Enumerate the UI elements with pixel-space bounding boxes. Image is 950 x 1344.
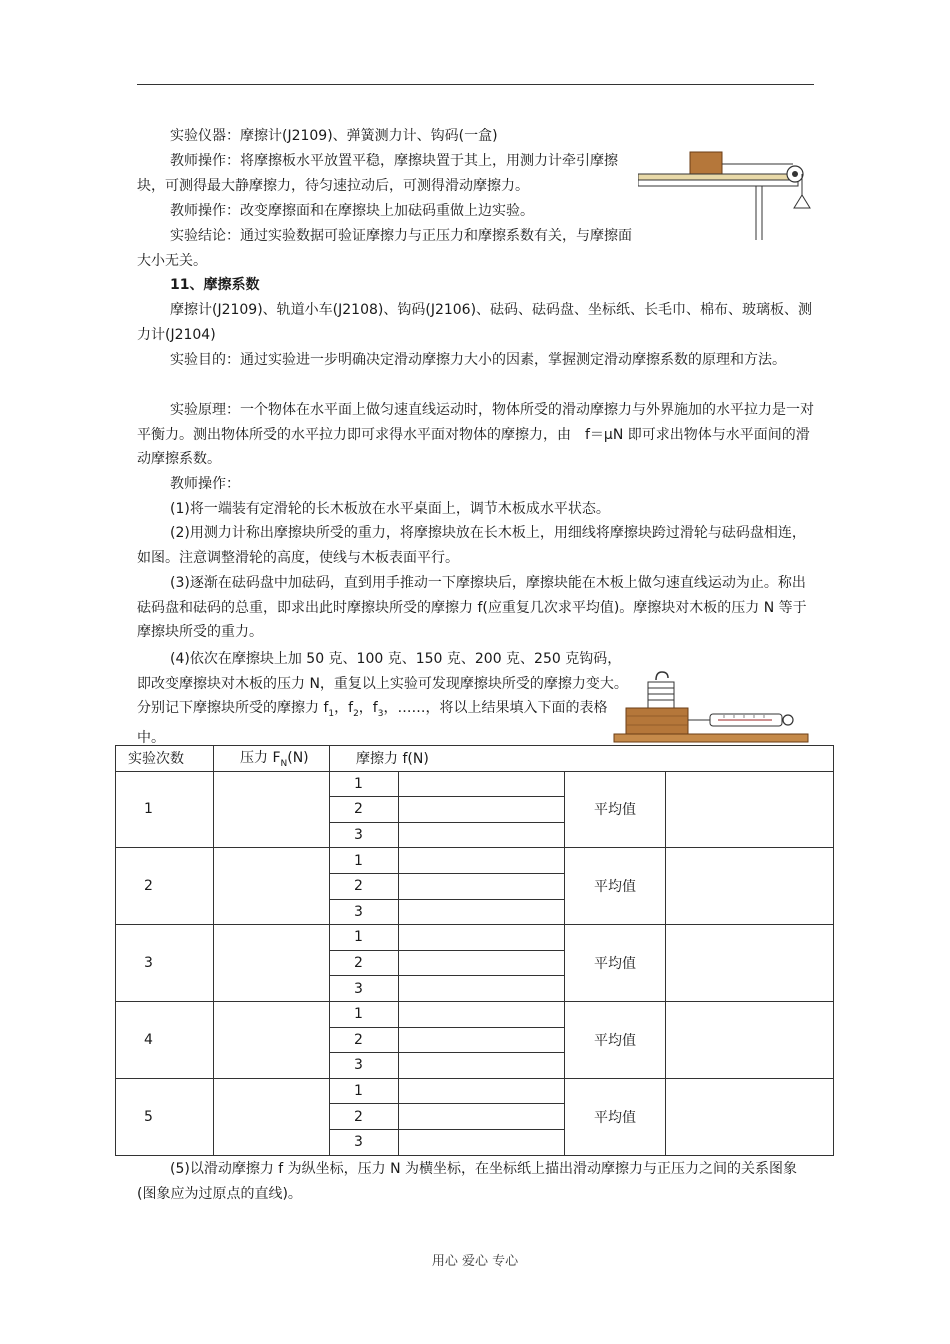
spring-scale-figure (612, 668, 810, 744)
average-value-cell (666, 1001, 834, 1078)
sub-trial-cell: 2 (330, 1027, 399, 1053)
sub-trial-cell: 3 (330, 1053, 399, 1079)
trial-number-cell: 1 (116, 771, 214, 848)
results-table (115, 745, 834, 1156)
weight-pan (794, 195, 810, 208)
scale-ring (783, 715, 793, 725)
header-pressure: 压力 $F_N(N)$ (214, 746, 330, 772)
sub-trial-cell: 3 (330, 976, 399, 1002)
trial-number-cell: 2 (116, 848, 214, 925)
sub-trial-cell: 3 (330, 1129, 399, 1155)
paragraph-step-5: (5)以滑动摩擦力 f 为纵坐标，压力 N 为横坐标，在坐标纸上描出滑动摩擦力与正压力之间的关系图象(图象应为过原点的直线)。 (137, 1161, 798, 1202)
average-label-cell: 平均值 (565, 848, 666, 925)
header-friction: 摩擦力 f(N) (330, 746, 834, 772)
sub-trial-cell: 2 (330, 950, 399, 976)
average-label-cell: 平均值 (565, 771, 666, 848)
sub-trial-cell: 1 (330, 925, 399, 951)
paragraph-teacher-op-1: 教师操作：将摩擦板水平放置平稳，摩擦块置于其上，用测力计牵引摩擦块，可测得最大静摩擦力，待匀速拉动后，可测得滑动摩擦力。 (137, 153, 618, 194)
average-value-cell (666, 848, 834, 925)
weight-hook (656, 672, 668, 680)
friction-block-2 (626, 708, 688, 734)
paragraph-teacher-op-2: 教师操作：改变摩擦面和在摩擦块上加砝码重做上边实验。 (170, 203, 534, 219)
friction-value-cell (399, 1078, 565, 1104)
pressure-cell (214, 1001, 330, 1078)
sub-trial-cell: 1 (330, 1078, 399, 1104)
friction-value-cell (399, 822, 565, 848)
trial-number-cell: 3 (116, 925, 214, 1002)
sub-trial-cell: 1 (330, 1001, 399, 1027)
friction-value-cell (399, 771, 565, 797)
table-row (116, 1078, 834, 1104)
friction-value-cell (399, 1053, 565, 1079)
sub-trial-cell: 2 (330, 1104, 399, 1130)
table-row (116, 1001, 834, 1027)
table-header-row (116, 746, 834, 772)
paragraph-principle: 实验原理：一个物体在水平面上做匀速直线运动时，物体所受的滑动摩擦力与外界施加的水平拉力是一对平衡力。测出物体所受的水平拉力即可求得水平面对物体的摩擦力，由 f＝μN 即可求出物体与水平面间的滑动摩擦系数。 (137, 402, 814, 467)
paragraph-teacher-op-label: 教师操作： (170, 476, 240, 492)
friction-value-cell (399, 925, 565, 951)
table-row (116, 925, 834, 951)
sub-trial-cell: 3 (330, 899, 399, 925)
sub-trial-cell: 2 (330, 797, 399, 823)
average-label-cell: 平均值 (565, 1078, 666, 1155)
average-value-cell (666, 1078, 834, 1155)
paragraph-step-2: (2)用测力计称出摩擦块所受的重力，将摩擦块放在长木板上，用细线将摩擦块跨过滑轮与砝码盘相连，如图。注意调整滑轮的高度，使线与木板表面平行。 (137, 525, 806, 566)
sub-trial-cell: 3 (330, 822, 399, 848)
friction-value-cell (399, 1104, 565, 1130)
table-row (116, 771, 834, 797)
pressure-cell (214, 925, 330, 1002)
friction-value-cell (399, 899, 565, 925)
table-row (116, 848, 834, 874)
paragraph-purpose: 实验目的：通过实验进一步明确决定滑动摩擦力大小的因素，掌握测定滑动摩擦系数的原理和方法。 (170, 352, 786, 368)
trial-number-cell: 5 (116, 1078, 214, 1155)
friction-board (638, 174, 798, 180)
friction-value-cell (399, 848, 565, 874)
page-footer: 用心 爱心 专心 (431, 1254, 519, 1269)
section-heading: 11、摩擦系数 (170, 277, 260, 293)
header-trial: 实验次数 (116, 746, 214, 772)
average-label-cell: 平均值 (565, 1001, 666, 1078)
friction-value-cell (399, 797, 565, 823)
friction-apparatus-figure (638, 150, 813, 242)
paragraph-step-3: (3)逐渐在砝码盘中加砝码，直到用手推动一下摩擦块后，摩擦块能在木板上做匀速直线运动为止。称出砝码盘和砝码的总重，即求出此时摩擦块所受的摩擦力 f(应重复几次求平均值)。摩擦块对木板的压力 N 等于摩擦块所受的重力。 (137, 575, 807, 640)
paragraph-step-4: (4)依次在摩擦块上加 50 克、100 克、150 克、200 克、250 克钩码，即改变摩擦块对木板的压力 N，重复以上实验可发现摩擦块所受的摩擦力变大。分别记下摩擦块所受的摩擦力 $f_1$，$f_2$，$f_3$，……，将以上结果填入下面的表格中。 (137, 651, 628, 747)
sub-trial-cell: 1 (330, 848, 399, 874)
friction-block (690, 152, 722, 174)
friction-value-cell (399, 1027, 565, 1053)
friction-value-cell (399, 1001, 565, 1027)
friction-value-cell (399, 950, 565, 976)
average-value-cell (666, 925, 834, 1002)
average-value-cell (666, 771, 834, 848)
friction-value-cell (399, 1129, 565, 1155)
paragraph-conclusion: 实验结论：通过实验数据可验证摩擦力与正压力和摩擦系数有关，与摩擦面大小无关。 (137, 228, 632, 269)
friction-value-cell (399, 873, 565, 899)
paragraph-instruments: 实验仪器：摩擦计(J2109)、弹簧测力计、钩码(一盒) (170, 128, 498, 144)
friction-value-cell (399, 976, 565, 1002)
pressure-cell (214, 1078, 330, 1155)
hooked-weights (648, 682, 674, 708)
sub-trial-cell: 2 (330, 873, 399, 899)
sub-trial-cell: 1 (330, 771, 399, 797)
table-top (638, 180, 798, 186)
trial-number-cell: 4 (116, 1001, 214, 1078)
paragraph-equipment: 摩擦计(J2109)、轨道小车(J2108)、钩码(J2106)、砝码、砝码盘、坐标纸、长毛巾、棉布、玻璃板、测力计(J2104) (137, 302, 813, 343)
header-rule (137, 84, 814, 85)
average-label-cell: 平均值 (565, 925, 666, 1002)
paragraph-step-1: (1)将一端装有定滑轮的长木板放在水平桌面上，调节木板成水平状态。 (170, 501, 610, 517)
pressure-cell (214, 848, 330, 925)
pressure-cell (214, 771, 330, 848)
wooden-board (614, 734, 808, 742)
